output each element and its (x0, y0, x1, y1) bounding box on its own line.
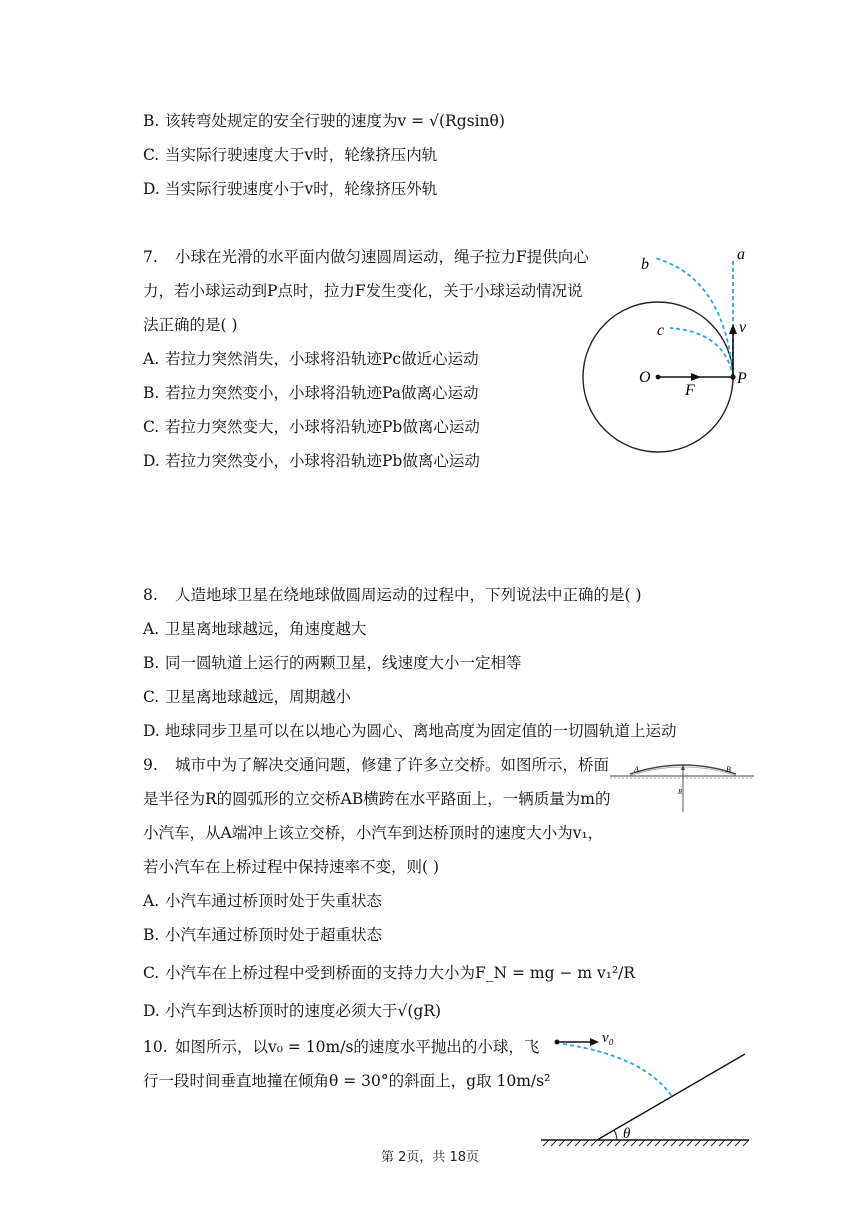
q8-option-b (143, 652, 522, 674)
page-footer: 第 2页，共 18页 (380, 1150, 480, 1165)
projectile-path (563, 1044, 673, 1098)
option-text: 当实际行驶速度小于v时，轮缘挤压外轨 (165, 180, 438, 198)
incline-line (597, 1054, 745, 1140)
label-r: R (678, 788, 683, 796)
v0-arrowhead (590, 1038, 599, 1046)
stem-text: 行一段时间垂直地撞在倾角θ = 30°的斜面上，g取 10m/s² (143, 1072, 551, 1090)
force-arrowhead (691, 373, 701, 381)
q9-stem-line-4 (143, 856, 439, 878)
option-text: 小汽车通过桥顶时处于超重状态 (165, 926, 383, 944)
option-letter: C. (143, 688, 160, 706)
velocity-arrowhead (729, 324, 737, 334)
option-text: 当实际行驶速度大于v时，轮缘挤压内轨 (165, 146, 438, 164)
q9-option-d (143, 1000, 441, 1022)
label-a: a (737, 246, 745, 263)
option-letter: B. (143, 926, 160, 944)
option-text: 若拉力突然消失，小球将沿轨迹Pc做近心运动 (165, 350, 479, 368)
q8-option-d (143, 720, 677, 742)
q9-bridge-figure (608, 752, 756, 822)
q8-option-c (143, 686, 351, 708)
label-b: b (641, 256, 649, 273)
option-letter: D. (143, 180, 160, 198)
stem-text: 若小汽车在上桥过程中保持速率不变，则( ) (143, 858, 440, 876)
point-p (730, 374, 735, 379)
q9-stem-line-1 (143, 754, 609, 776)
label-theta: θ (623, 1126, 631, 1142)
option-letter: A. (143, 892, 160, 910)
q9-option-b (143, 924, 382, 946)
label-b: B (726, 765, 731, 774)
q10-stem-line-1 (143, 1036, 539, 1058)
question-number: 7. (143, 248, 158, 266)
option-text: 卫星离地球越远，角速度越大 (165, 620, 367, 638)
q7-option-c (143, 416, 480, 438)
option-letter: D. (143, 452, 160, 470)
option-letter: D. (143, 1002, 160, 1020)
label-a: A (634, 765, 639, 774)
angle-arc (614, 1130, 617, 1140)
option-letter: B. (143, 384, 160, 402)
q7-option-a (143, 348, 479, 370)
q6-option-b (143, 110, 505, 132)
option-text: 该转弯处规定的安全行驶的速度为v = √(Rgsinθ) (165, 112, 505, 130)
question-number: 10. (143, 1038, 168, 1056)
q7-circular-motion-figure (575, 240, 775, 455)
option-text: 小汽车通过桥顶时处于失重状态 (165, 892, 383, 910)
stem-text: 城市中为了解决交通问题，修建了许多立交桥。如图所示，桥面 (175, 756, 610, 774)
option-text: 若拉力突然变小，小球将沿轨迹Pb做离心运动 (165, 452, 480, 470)
q9-stem-line-2 (143, 788, 610, 810)
question-number: 8. (143, 586, 158, 604)
q7-stem-line-1 (143, 246, 589, 268)
option-text: 若拉力突然变大，小球将沿轨迹Pb做离心运动 (165, 418, 480, 436)
option-letter: C. (143, 964, 160, 982)
label-p: P (737, 370, 747, 387)
radius-arrowhead (681, 765, 685, 770)
q10-stem-line-2 (143, 1070, 550, 1092)
option-text: 同一圆轨道上运行的两颗卫星，线速度大小一定相等 (165, 654, 522, 672)
stem-text: 小球在光滑的水平面内做匀速圆周运动，绳子拉力F提供向心 (175, 248, 589, 266)
trajectory-b (655, 258, 733, 377)
label-c: c (657, 322, 665, 339)
label-v0: v₀ (602, 1030, 614, 1046)
option-text: 卫星离地球越远，周期越小 (165, 688, 352, 706)
q9-option-a (143, 890, 382, 912)
question-number: 9. (143, 756, 158, 774)
option-text: 若拉力突然变小，小球将沿轨迹Pa做离心运动 (165, 384, 479, 402)
label-v: v (739, 319, 747, 336)
option-text: 地球同步卫星可以在以地心为圆心、离地高度为固定值的一切圆轨道上运动 (165, 722, 677, 740)
stem-text: 是半径为R的圆弧形的立交桥AB横跨在水平路面上，一辆质量为m的 (143, 790, 611, 808)
q6-option-d (143, 178, 437, 200)
q9-stem-line-3 (143, 822, 603, 844)
q6-option-c (143, 144, 437, 166)
q7-option-b (143, 382, 478, 404)
option-letter: A. (143, 350, 160, 368)
option-letter: B. (143, 654, 160, 672)
option-text: 小汽车在上桥过程中受到桥面的支持力大小为F_N = mg − m v₁²/R (165, 964, 636, 982)
option-letter: A. (143, 620, 160, 638)
trajectory-c (670, 328, 733, 377)
label-o: O (639, 369, 651, 386)
option-letter: C. (143, 418, 160, 436)
q10-incline-figure (535, 1028, 755, 1153)
stem-text: 法正确的是( ) (143, 316, 238, 334)
q7-stem-line-3 (143, 314, 238, 336)
center-point (656, 375, 661, 380)
stem-text: 小汽车，从A端冲上该立交桥，小汽车到达桥顶时的速度大小为v₁， (143, 824, 604, 842)
label-f: F (685, 382, 695, 399)
q9-option-c (143, 962, 635, 984)
ball (555, 1040, 560, 1045)
stem-text: 人造地球卫星在绕地球做圆周运动的过程中，下列说法中正确的是( ) (175, 586, 642, 604)
stem-text: 如图所示，以v₀ = 10m/s的速度水平抛出的小球，飞 (175, 1038, 540, 1056)
option-letter: C. (143, 146, 160, 164)
q7-option-d (143, 450, 480, 472)
q7-stem-line-2 (143, 280, 583, 302)
option-letter: D. (143, 722, 160, 740)
q8-stem (143, 584, 642, 606)
q8-option-a (143, 618, 367, 640)
stem-text: 力，若小球运动到P点时，拉力F发生变化，关于小球运动情况说 (143, 282, 583, 300)
option-text: 小汽车到达桥顶时的速度必须大于√(gR) (165, 1002, 442, 1020)
option-letter: B. (143, 112, 160, 130)
